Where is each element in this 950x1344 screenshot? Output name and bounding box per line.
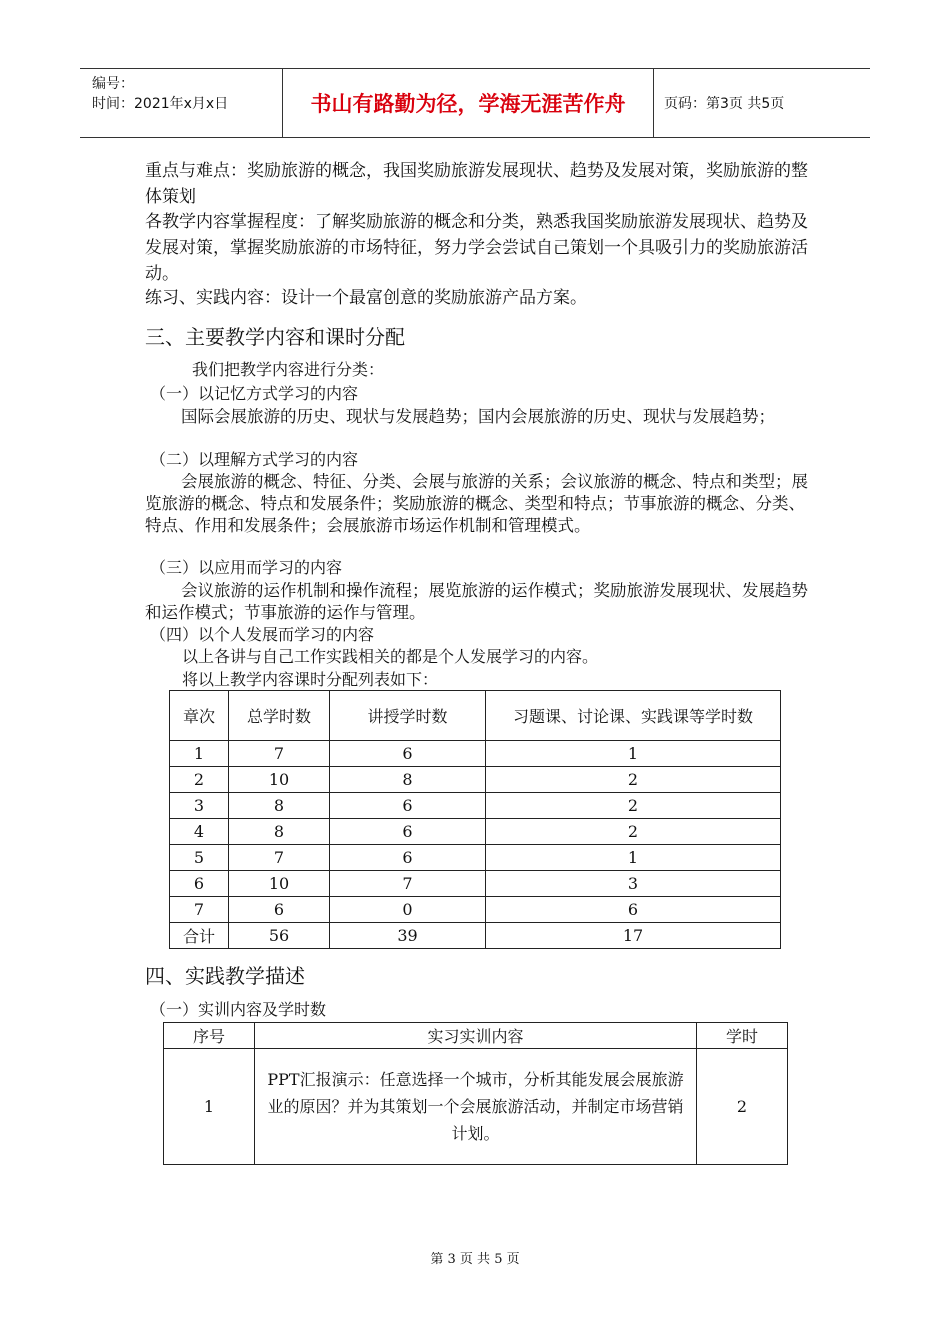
page-footer: 第 3 页 共 5 页 (430, 1252, 520, 1267)
section3-lead: 我们把教学内容进行分类： (192, 360, 385, 379)
header-lecture-hours: 讲授学时数 (330, 691, 486, 741)
cell: 1 (486, 741, 781, 767)
cell: 1 (164, 1049, 255, 1165)
header-total-hours: 总学时数 (229, 691, 330, 741)
page-header (80, 68, 870, 138)
practice-paragraph: 练习、实践内容：设计一个最富创意的奖励旅游产品方案。 (145, 288, 587, 308)
section3-heading: 三、主要教学内容和课时分配 (145, 325, 405, 349)
cell: 7 (229, 845, 330, 871)
cell: 2 (486, 793, 781, 819)
cell: 8 (229, 819, 330, 845)
cell: 3 (170, 793, 229, 819)
cell: 7 (170, 897, 229, 923)
table-total-row (170, 923, 781, 949)
cell: 10 (229, 871, 330, 897)
cell: 2 (486, 767, 781, 793)
cell: 2 (697, 1049, 788, 1165)
table-header-row (164, 1023, 788, 1049)
cell: 1 (486, 845, 781, 871)
table-row (170, 793, 781, 819)
table-header-row (170, 691, 781, 741)
cell: 1 (170, 741, 229, 767)
cell: 6 (330, 741, 486, 767)
serial-label: 编号： (92, 76, 134, 92)
header-content: 实习实训内容 (255, 1023, 697, 1049)
sub1-title: （一）以记忆方式学习的内容 (150, 384, 359, 403)
cell: 8 (229, 793, 330, 819)
cell: 8 (330, 767, 486, 793)
cell: 6 (330, 819, 486, 845)
header-page-info: 页码：第3页 共5页 (664, 96, 785, 112)
cell: 7 (330, 871, 486, 897)
cell: 合计 (170, 923, 229, 949)
cell-content: PPT汇报演示：任意选择一个城市，分析其能发展会展旅游业的原因？并为其策划一个会展旅游活动，并制定市场营销计划。 (255, 1049, 697, 1165)
cell: 6 (229, 897, 330, 923)
cell: 10 (229, 767, 330, 793)
time-label: 时间：2021年x月x日 (92, 96, 229, 112)
table-row (170, 819, 781, 845)
header-practice-hours: 习题课、讨论课、实践课等学时数 (486, 691, 781, 741)
section4-sub1-title: （一）实训内容及学时数 (150, 1000, 327, 1019)
cell: 7 (229, 741, 330, 767)
sub3-text: 会议旅游的运作机制和操作流程；展览旅游的运作模式；奖励旅游发展现状、发展趋势和运作模式；节事旅游的运作与管理。 (145, 581, 808, 622)
cell: 17 (486, 923, 781, 949)
cell: 4 (170, 819, 229, 845)
sub3-title: （三）以应用而学习的内容 (150, 558, 343, 577)
section4-heading: 四、实践教学描述 (145, 964, 305, 988)
sub2-text: 会展旅游的概念、特征、分类、会展与旅游的关系；会议旅游的概念、特点和类型；展览旅游的概念、特点和发展条件；奖励旅游的概念、类型和特点；节事旅游的概念、分类、特点、作用和发展条件；会展旅游市场运作机制和管理模式。 (145, 472, 808, 535)
table-row (164, 1049, 788, 1165)
cell: 2 (486, 819, 781, 845)
cell: 6 (330, 845, 486, 871)
sub4-text: 以上各讲与自己工作实践相关的都是个人发展学习的内容。 (182, 647, 599, 666)
table-row (170, 741, 781, 767)
cell: 2 (170, 767, 229, 793)
header-meta (80, 69, 282, 137)
practice-table (163, 1022, 788, 1165)
cell: 56 (229, 923, 330, 949)
hours-table (169, 690, 781, 949)
cell: 6 (330, 793, 486, 819)
table-intro: 将以上教学内容课时分配列表如下： (182, 670, 439, 689)
cell: 0 (330, 897, 486, 923)
header-motto: 书山有路勤为径，学海无涯苦作舟 (282, 69, 654, 137)
table-row (170, 897, 781, 923)
sub4-title: （四）以个人发展而学习的内容 (150, 625, 375, 644)
table-row (170, 767, 781, 793)
table-row (170, 845, 781, 871)
header-chapter: 章次 (170, 691, 229, 741)
sub2-title: （二）以理解方式学习的内容 (150, 450, 359, 469)
key-points-paragraph: 重点与难点：奖励旅游的概念，我国奖励旅游发展现状、趋势及发展对策，奖励旅游的整体策划 (145, 161, 808, 207)
header-serial: 序号 (164, 1023, 255, 1049)
cell: 3 (486, 871, 781, 897)
mastery-paragraph: 各教学内容掌握程度：了解奖励旅游的概念和分类，熟悉我国奖励旅游发展现状、趋势及发展对策，掌握奖励旅游的市场特征，努力学会尝试自己策划一个具吸引力的奖励旅游活动。 (145, 212, 808, 284)
cell: 39 (330, 923, 486, 949)
cell: 6 (170, 871, 229, 897)
cell: 6 (486, 897, 781, 923)
sub1-text: 国际会展旅游的历史、现状与发展趋势；国内会展旅游的历史、现状与发展趋势； (181, 407, 775, 426)
header-hours: 学时 (697, 1023, 788, 1049)
table-row (170, 871, 781, 897)
cell: 5 (170, 845, 229, 871)
